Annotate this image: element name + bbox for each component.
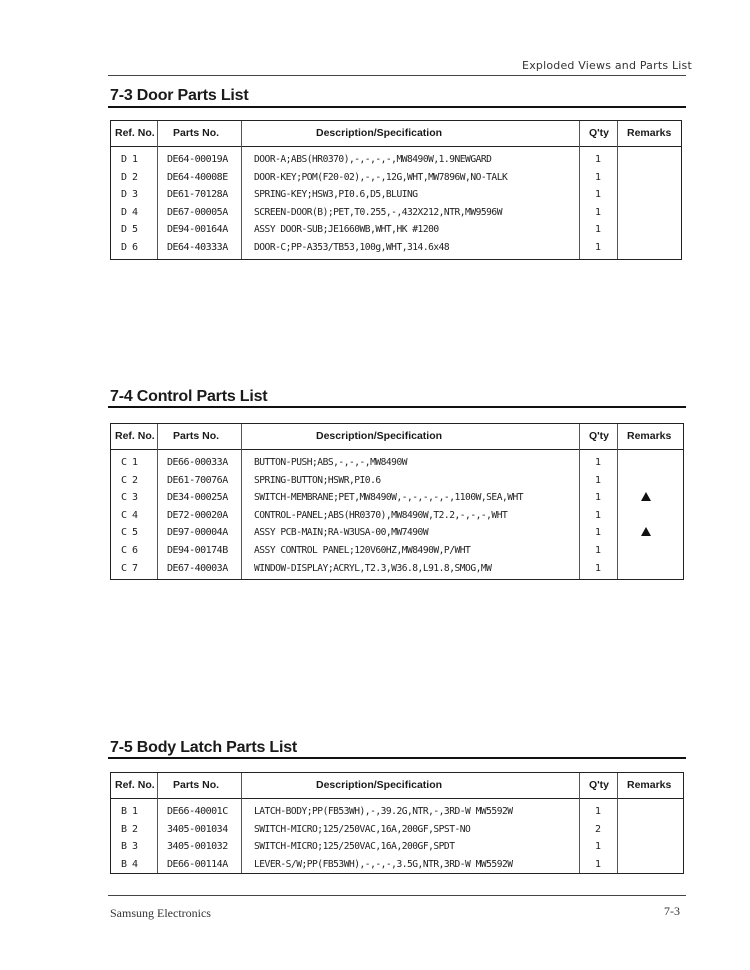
- section-rule-body-latch: [108, 757, 686, 759]
- section-rule-door: [108, 106, 686, 108]
- footer-page-number: 7-3: [664, 904, 680, 918]
- description-header: Description/Specification: [316, 127, 443, 139]
- description-header: Description/Specification: [316, 779, 443, 791]
- running-header: Exploded Views and Parts List: [522, 59, 692, 72]
- ref-cell: C 1: [121, 457, 138, 468]
- remarks-header: Remarks: [627, 127, 672, 139]
- remarks-header: Remarks: [627, 430, 672, 442]
- remarks-header: Remarks: [627, 779, 672, 791]
- table-row: [111, 473, 683, 491]
- table-row: [111, 857, 683, 875]
- description-cell: BUTTON-PUSH;ABS,-,-,-,MW8490W: [254, 457, 408, 468]
- description-cell: ASSY PCB-MAIN;RA-W3USA-00,MW7490W: [254, 527, 429, 539]
- ref-cell: C 4: [121, 509, 138, 521]
- table-row: [111, 187, 681, 205]
- qty-cell: 1: [595, 527, 601, 539]
- qty-cell: 1: [595, 154, 601, 165]
- ref-cell: C 2: [121, 474, 138, 486]
- parts-no-cell: DE64-40008E: [167, 171, 228, 183]
- table-row: [111, 205, 681, 223]
- ref-cell: D 2: [121, 171, 138, 183]
- qty-cell: 1: [595, 474, 601, 486]
- description-cell: SPRING-BUTTON;HSWR,PI0.6: [254, 474, 381, 486]
- description-cell: WINDOW-DISPLAY;ACRYL,T2.3,W36.8,L91.8,SMOG,MW: [254, 562, 492, 574]
- description-cell: LEVER-S/W;PP(FB53WH),-,-,-,3.5G,NTR,3RD-W MW5592W: [254, 858, 513, 870]
- qty-header: Q'ty: [589, 127, 610, 139]
- ref-cell: C 3: [121, 492, 138, 504]
- qty-header: Q'ty: [589, 430, 610, 442]
- ref-cell: B 4: [121, 858, 138, 870]
- ref-cell: C 7: [121, 562, 138, 574]
- description-cell: ASSY DOOR-SUB;JE1660WB,WHT,HK #1200: [254, 224, 439, 236]
- description-cell: SCREEN-DOOR(B);PET,T0.255,-,432X212,NTR,MW9596W: [254, 206, 502, 218]
- qty-cell: 1: [595, 492, 601, 504]
- ref-cell: D 6: [121, 242, 138, 253]
- body-latch-parts-table: [110, 772, 684, 874]
- qty-cell: 1: [595, 562, 601, 574]
- qty-cell: 1: [595, 858, 601, 870]
- table-header: [111, 121, 681, 147]
- qty-cell: 1: [595, 224, 601, 236]
- ref-cell: B 1: [121, 806, 138, 817]
- parts-no-cell: DE61-70128A: [167, 189, 228, 201]
- ref-cell: C 5: [121, 527, 138, 539]
- section-title-door: 7-3 Door Parts List: [110, 87, 249, 104]
- table-row: [111, 222, 681, 240]
- parts-no-cell: DE34-00025A: [167, 492, 228, 504]
- description-cell: DOOR-A;ABS(HR0370),-,-,-,-,MW8490W,1.9NEWGARD: [254, 154, 492, 165]
- description-cell: DOOR-KEY;POM(F20-02),-,-,12G,WHT,MW7896W,NO-TALK: [254, 171, 508, 183]
- parts-no-cell: DE72-00020A: [167, 509, 228, 521]
- qty-cell: 1: [595, 806, 601, 817]
- parts-no-cell: DE67-00005A: [167, 206, 228, 218]
- parts-no-cell: 3405-001032: [167, 841, 228, 853]
- description-cell: SWITCH-MEMBRANE;PET,MW8490W,-,-,-,-,-,1100W,SEA,WHT: [254, 492, 524, 504]
- qty-cell: 1: [595, 841, 601, 853]
- parts-no-cell: DE66-00033A: [167, 457, 228, 468]
- qty-header: Q'ty: [589, 779, 610, 791]
- description-cell: DOOR-C;PP-A353/TB53,100g,WHT,314.6x48: [254, 242, 450, 253]
- table-row: [111, 508, 683, 526]
- description-cell: SPRING-KEY;HSW3,PI0.6,D5,BLUING: [254, 189, 418, 201]
- qty-cell: 1: [595, 457, 601, 468]
- parts-no-cell: DE64-40333A: [167, 242, 228, 253]
- table-row: [111, 804, 683, 822]
- parts-header: Parts No.: [173, 779, 220, 791]
- table-row: [111, 240, 681, 258]
- description-cell: SWITCH-MICRO;125/250VAC,16A,200GF,SPST-NO: [254, 823, 471, 835]
- warning-triangle-icon: [641, 492, 651, 501]
- parts-no-cell: DE97-00004A: [167, 527, 228, 539]
- qty-cell: 1: [595, 545, 601, 556]
- ref-cell: D 4: [121, 206, 138, 218]
- parts-header: Parts No.: [173, 430, 220, 442]
- control-parts-table: [110, 423, 684, 580]
- ref-cell: D 5: [121, 224, 138, 236]
- warning-triangle-icon: [641, 527, 651, 536]
- ref-cell: C 6: [121, 545, 138, 556]
- parts-no-cell: DE94-00174B: [167, 545, 228, 556]
- description-cell: ASSY CONTROL PANEL;120V60HZ,MW8490W,P/WHT: [254, 545, 471, 556]
- qty-cell: 1: [595, 189, 601, 201]
- section-title-control: 7-4 Control Parts List: [110, 388, 268, 405]
- door-parts-table: [110, 120, 682, 260]
- parts-no-cell: DE64-00019A: [167, 154, 228, 165]
- footer-rule: [108, 895, 686, 896]
- qty-cell: 1: [595, 242, 601, 253]
- table-header: [111, 424, 683, 450]
- table-row: [111, 543, 683, 561]
- qty-cell: 1: [595, 171, 601, 183]
- table-row: [111, 490, 683, 508]
- section-title-body-latch: 7-5 Body Latch Parts List: [110, 739, 298, 756]
- parts-header: Parts No.: [173, 127, 220, 139]
- ref-header: Ref. No.: [115, 127, 155, 139]
- qty-cell: 1: [595, 509, 601, 521]
- parts-no-cell: DE67-40003A: [167, 562, 228, 574]
- table-header: [111, 773, 683, 799]
- table-row: [111, 822, 683, 840]
- header-rule: [108, 75, 686, 76]
- ref-cell: D 3: [121, 189, 138, 201]
- footer-company: Samsung Electronics: [110, 906, 211, 920]
- ref-cell: B 2: [121, 823, 138, 835]
- description-header: Description/Specification: [316, 430, 443, 442]
- qty-cell: 1: [595, 206, 601, 218]
- description-cell: SWITCH-MICRO;125/250VAC,16A,200GF,SPDT: [254, 841, 455, 853]
- ref-header: Ref. No.: [115, 779, 155, 791]
- table-row: [111, 561, 683, 579]
- section-rule-control: [108, 406, 686, 408]
- parts-no-cell: DE94-00164A: [167, 224, 228, 236]
- ref-header: Ref. No.: [115, 430, 155, 442]
- table-row: [111, 170, 681, 188]
- table-row: [111, 839, 683, 857]
- parts-no-cell: DE66-40001C: [167, 806, 228, 817]
- parts-no-cell: DE66-00114A: [167, 858, 228, 870]
- ref-cell: B 3: [121, 841, 138, 853]
- description-cell: CONTROL-PANEL;ABS(HR0370),MW8490W,T2.2,-,-,-,WHT: [254, 509, 508, 521]
- parts-no-cell: DE61-70076A: [167, 474, 228, 486]
- table-row: [111, 455, 683, 473]
- parts-no-cell: 3405-001034: [167, 823, 228, 835]
- description-cell: LATCH-BODY;PP(FB53WH),-,39.2G,NTR,-,3RD-W MW5592W: [254, 806, 513, 817]
- table-row: [111, 525, 683, 543]
- qty-cell: 2: [595, 823, 601, 835]
- table-row: [111, 152, 681, 170]
- ref-cell: D 1: [121, 154, 138, 165]
